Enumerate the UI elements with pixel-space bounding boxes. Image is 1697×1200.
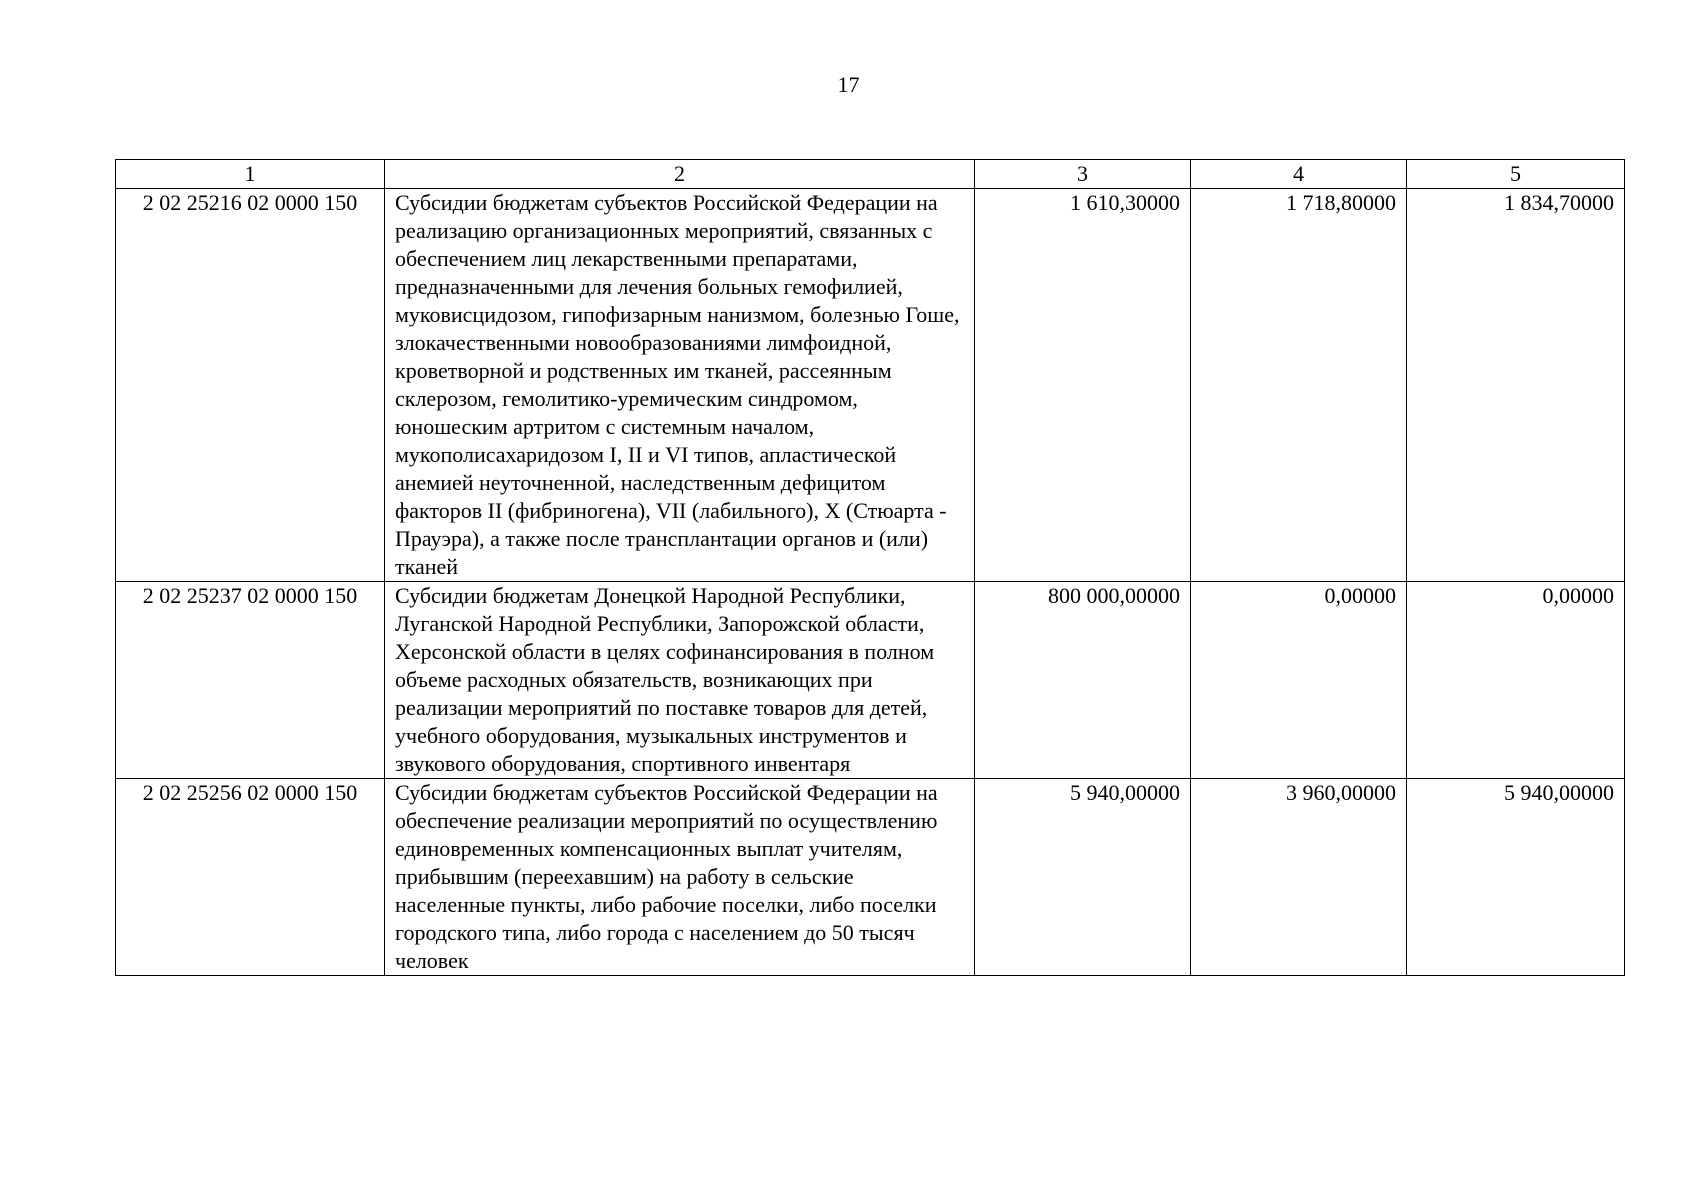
revenue-name-cell: Субсидии бюджетам Донецкой Народной Республики, Луганской Народной Республики, Запорожской области, Херсонской области в целях софинансирования в полном объеме расходных обязательств, возникающих при реализации мероприятий по поставке товаров для детей, учебного оборудования, музыкальных инструментов и звукового оборудования, спортивного инвентаря xyxy=(385,582,975,779)
table-row xyxy=(116,582,1625,779)
revenue-name-cell: Субсидии бюджетам субъектов Российской Федерации на реализацию организационных мероприятий, связанных с обеспечением лиц лекарственными препаратами, предназначенными для лечения больных гемофилией, муковисцидозом, гипофизарным нанизмом, болезнью Гоше, злокачественными новообразованиями лимфоидной, кроветворной и родственных им тканей, рассеянным склерозом, гемолитико-уремическим синдромом, юношеским артритом с системным началом, мукополисахаридозом I, II и VI типов, апластической анемией неуточненной, наследственным дефицитом факторов II (фибриногена), VII (лабильного), X (Стюарта - Прауэра), а также после трансплантации органов и (или) тканей xyxy=(385,189,975,582)
column-header-4: 4 xyxy=(1191,160,1407,189)
table-header-row xyxy=(116,160,1625,189)
revenue-name-cell: Субсидии бюджетам субъектов Российской Федерации на обеспечение реализации мероприятий по осуществлению единовременных компенсационных выплат учителям, прибывшим (переехавшим) на работу в сельские населенные пункты, либо рабочие поселки, либо поселки городского типа, либо города с населением до 50 тысяч человек xyxy=(385,779,975,976)
budget-revenue-table xyxy=(115,159,1625,976)
amount-col5-cell: 0,00000 xyxy=(1407,582,1625,779)
page-number: 17 xyxy=(837,72,860,97)
table-row xyxy=(116,189,1625,582)
amount-col3-cell: 1 610,30000 xyxy=(975,189,1191,582)
column-header-2: 2 xyxy=(385,160,975,189)
column-header-3: 3 xyxy=(975,160,1191,189)
table-row xyxy=(116,779,1625,976)
column-header-5: 5 xyxy=(1407,160,1625,189)
column-header-1: 1 xyxy=(116,160,385,189)
amount-col4-cell: 0,00000 xyxy=(1191,582,1407,779)
amount-col5-cell: 1 834,70000 xyxy=(1407,189,1625,582)
amount-col3-cell: 800 000,00000 xyxy=(975,582,1191,779)
amount-col4-cell: 1 718,80000 xyxy=(1191,189,1407,582)
amount-col3-cell: 5 940,00000 xyxy=(975,779,1191,976)
budget-code-cell: 2 02 25216 02 0000 150 xyxy=(116,189,385,582)
budget-code-cell: 2 02 25256 02 0000 150 xyxy=(116,779,385,976)
amount-col4-cell: 3 960,00000 xyxy=(1191,779,1407,976)
budget-code-cell: 2 02 25237 02 0000 150 xyxy=(116,582,385,779)
amount-col5-cell: 5 940,00000 xyxy=(1407,779,1625,976)
